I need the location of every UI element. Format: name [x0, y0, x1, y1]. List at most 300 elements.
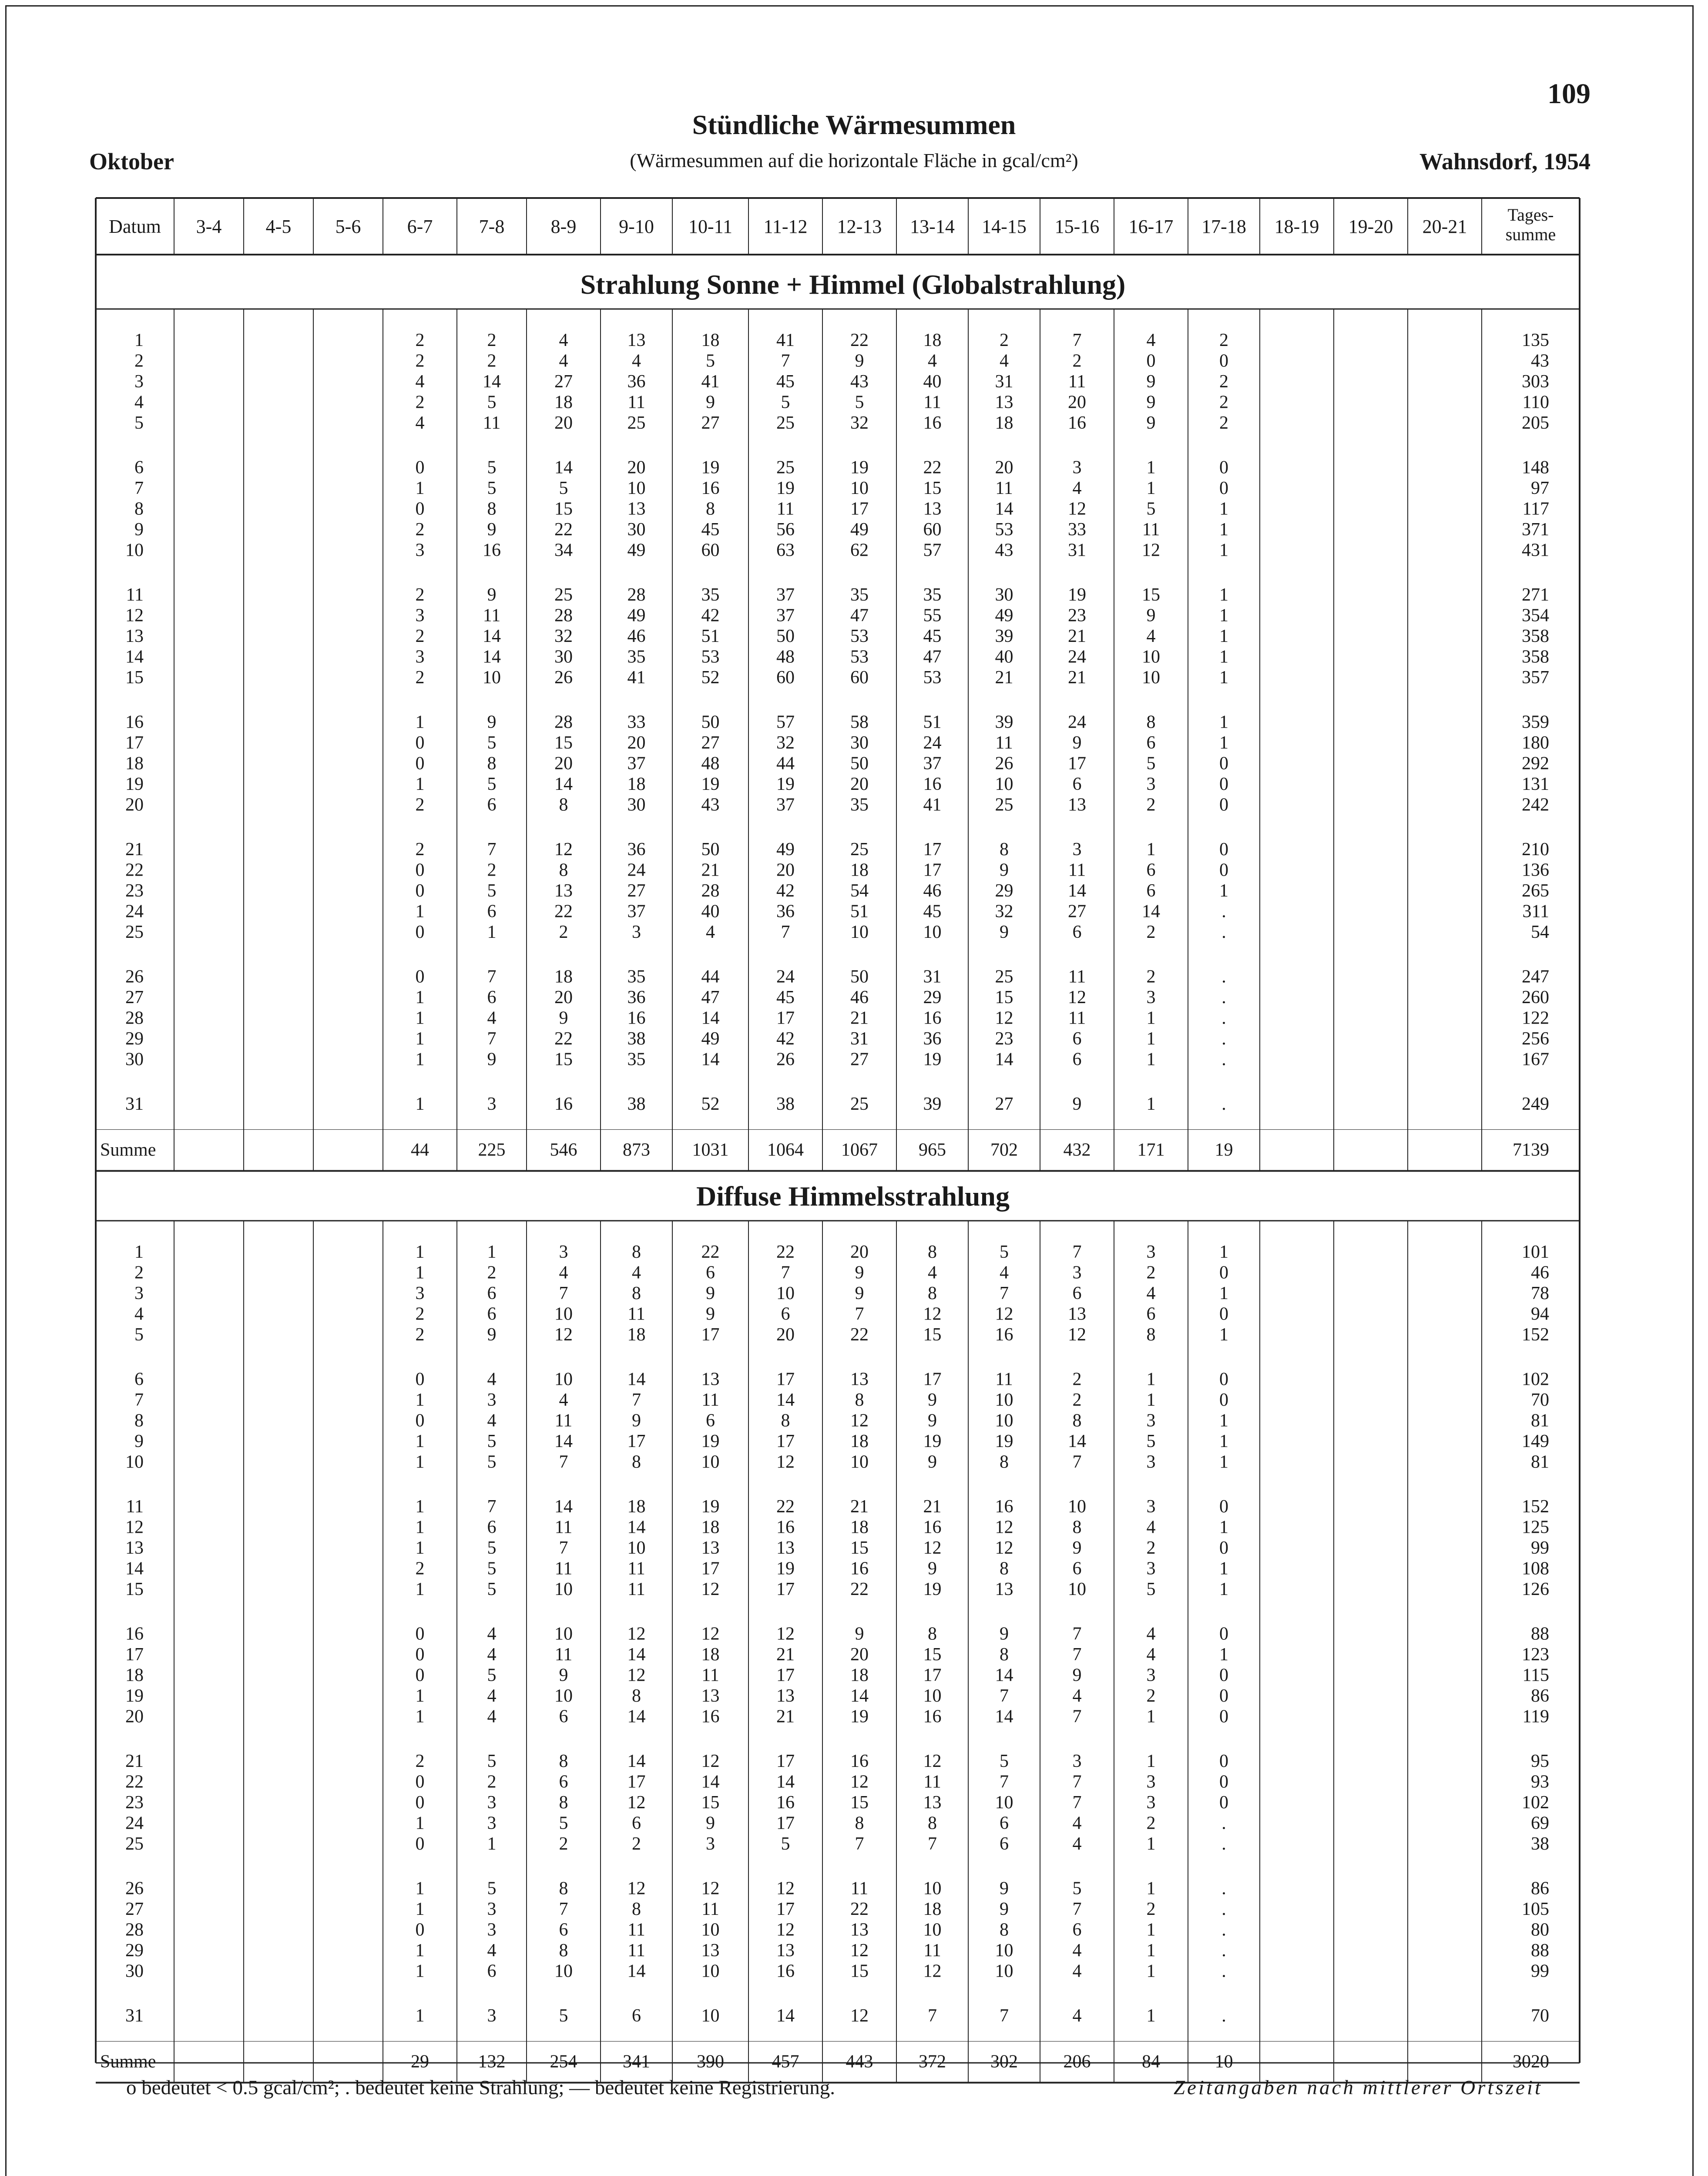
data-cell: 1 [487, 1834, 497, 1854]
data-cell: 5 [559, 478, 568, 498]
data-cell: 7 [855, 1834, 864, 1854]
data-cell: 32 [776, 733, 795, 753]
data-cell: 27 [701, 413, 720, 433]
data-cell: 3 [1146, 1793, 1156, 1813]
data-cell: 6 [1146, 881, 1156, 901]
data-cell: 14 [701, 1772, 720, 1792]
day-label: 9 [134, 1431, 144, 1451]
data-cell: 39 [995, 626, 1013, 646]
data-cell: 37 [627, 901, 646, 922]
data-cell: 3 [415, 605, 425, 626]
data-cell: 17 [923, 860, 942, 880]
data-cell: 21 [923, 1497, 942, 1517]
data-cell: 3 [487, 1390, 497, 1410]
data-cell: 48 [776, 647, 795, 667]
daily-total: 260 [1522, 987, 1549, 1007]
data-cell: 7 [632, 1390, 641, 1410]
day-label: 25 [125, 922, 144, 942]
data-cell: 12 [995, 1008, 1013, 1028]
data-cell: 13 [1068, 1304, 1086, 1324]
data-cell: 15 [923, 1325, 942, 1345]
data-cell: 23 [995, 1029, 1013, 1049]
data-cell: 42 [701, 605, 720, 626]
data-cell: 1 [415, 1813, 425, 1833]
data-cell: 4 [559, 351, 568, 371]
data-cell: 1 [1146, 1390, 1156, 1410]
data-cell: 20 [995, 457, 1013, 478]
day-label: 3 [134, 372, 144, 392]
sum-cell: 443 [846, 2052, 873, 2072]
month-label: Oktober [89, 148, 174, 175]
data-cell: 16 [1068, 413, 1086, 433]
data-cell: 19 [701, 457, 720, 478]
data-cell: 1 [1146, 840, 1156, 860]
column-header: summe [1505, 225, 1556, 244]
data-cell: 0 [415, 1369, 425, 1390]
data-cell: 41 [776, 330, 795, 350]
column-header: 19-20 [1348, 216, 1393, 237]
data-cell: 39 [923, 1094, 942, 1114]
data-cell: 29 [995, 881, 1013, 901]
data-cell: 4 [928, 1263, 937, 1283]
data-cell: 17 [776, 1431, 795, 1451]
data-cell: 5 [559, 1813, 568, 1833]
data-cell: 6 [1146, 860, 1156, 880]
data-cell: 16 [923, 1706, 942, 1727]
data-cell: 12 [627, 1665, 646, 1686]
data-cell: 9 [1146, 372, 1156, 392]
data-cell: 11 [627, 1579, 645, 1599]
data-cell: 38 [627, 1094, 646, 1114]
data-cell: 15 [554, 1049, 573, 1070]
data-cell: 2 [1146, 1538, 1156, 1558]
data-cell: 46 [627, 626, 646, 646]
data-cell: 20 [627, 457, 646, 478]
data-cell: 15 [1142, 585, 1160, 605]
data-cell: 10 [995, 1941, 1013, 1961]
data-cell: 1 [415, 1538, 425, 1558]
data-cell: 7 [559, 1899, 568, 1919]
data-cell: 55 [923, 605, 942, 626]
data-cell: 4 [632, 351, 641, 371]
data-cell: 1 [1146, 1008, 1156, 1028]
data-cell: 13 [850, 1920, 869, 1940]
data-cell: 5 [781, 1834, 790, 1854]
data-cell: 4 [487, 1624, 497, 1644]
data-cell: 26 [995, 753, 1013, 774]
data-cell: 17 [627, 1431, 646, 1451]
data-cell: 11 [1068, 967, 1086, 987]
data-cell: 9 [632, 1410, 641, 1431]
data-cell: 12 [923, 1961, 942, 1981]
data-cell: 14 [554, 1431, 573, 1451]
data-cell: 35 [627, 1049, 646, 1070]
data-cell: 1 [1219, 733, 1228, 753]
data-cell: 0 [1219, 1369, 1228, 1390]
data-cell: 8 [632, 1899, 641, 1919]
data-cell: 9 [487, 1049, 497, 1070]
data-cell: 16 [627, 1008, 646, 1028]
data-cell: 14 [995, 1706, 1013, 1727]
data-cell: 3 [1072, 457, 1082, 478]
data-cell: 15 [923, 1645, 942, 1665]
sum-cell: 873 [623, 1140, 650, 1160]
data-cell: 49 [627, 605, 646, 626]
data-cell: 1 [415, 1878, 425, 1899]
data-cell: 11 [1068, 1008, 1086, 1028]
data-cell: 4 [928, 351, 937, 371]
data-cell: . [1221, 1834, 1226, 1854]
data-cell: 6 [706, 1263, 715, 1283]
data-cell: 21 [850, 1497, 869, 1517]
data-cell: 5 [487, 1878, 497, 1899]
column-header: Datum [109, 216, 161, 237]
data-cell: 21 [776, 1645, 795, 1665]
daily-total: 81 [1531, 1452, 1549, 1472]
data-cell: 19 [776, 478, 795, 498]
data-cell: 7 [781, 922, 790, 942]
daily-total: 97 [1531, 478, 1549, 498]
data-cell: 6 [632, 2006, 641, 2026]
daily-total: 180 [1522, 733, 1549, 753]
data-cell: 5 [487, 733, 497, 753]
data-cell: 13 [776, 1538, 795, 1558]
data-cell: 58 [850, 712, 869, 732]
data-cell: 1 [1219, 712, 1228, 732]
data-cell: 8 [559, 1751, 568, 1771]
data-cell: 17 [776, 1813, 795, 1833]
data-cell: 12 [923, 1304, 942, 1324]
data-cell: 18 [554, 392, 573, 413]
data-cell: 35 [627, 967, 646, 987]
day-label: 18 [125, 1665, 144, 1686]
data-cell: 7 [781, 1263, 790, 1283]
data-cell: 54 [850, 881, 869, 901]
data-cell: 4 [415, 372, 425, 392]
data-cell: 2 [415, 392, 425, 413]
data-cell: 14 [1068, 881, 1086, 901]
data-cell: 8 [1146, 1325, 1156, 1345]
daily-total: 358 [1522, 626, 1549, 646]
daily-total: 249 [1522, 1094, 1549, 1114]
data-cell: 28 [701, 881, 720, 901]
daily-total: 46 [1531, 1263, 1549, 1283]
data-cell: 10 [995, 1390, 1013, 1410]
day-label: 23 [125, 881, 144, 901]
data-cell: 4 [1146, 1645, 1156, 1665]
data-cell: 18 [701, 1645, 720, 1665]
data-cell: 11 [850, 1878, 869, 1899]
daily-total: 125 [1522, 1517, 1549, 1538]
sum-cell: 206 [1063, 2052, 1091, 2072]
data-cell: 12 [850, 2006, 869, 2026]
data-cell: 34 [554, 540, 573, 561]
day-label: 14 [125, 647, 144, 667]
data-cell: 19 [923, 1431, 942, 1451]
data-cell: 60 [850, 668, 869, 688]
data-cell: 9 [1072, 733, 1082, 753]
data-cell: 18 [850, 1431, 869, 1451]
data-cell: 5 [487, 478, 497, 498]
data-cell: 1 [415, 901, 425, 922]
data-cell: 8 [487, 753, 497, 774]
data-cell: 21 [995, 668, 1013, 688]
sum-cell: 341 [623, 2052, 650, 2072]
data-cell: 20 [554, 987, 573, 1007]
daily-total: 148 [1522, 457, 1549, 478]
data-cell: 6 [1000, 1834, 1009, 1854]
data-cell: 4 [487, 1369, 497, 1390]
data-cell: 39 [995, 712, 1013, 732]
sum-cell: 546 [550, 1140, 577, 1160]
sum-total: 3020 [1513, 2052, 1549, 2072]
data-cell: 9 [706, 392, 715, 413]
data-cell: 4 [487, 1686, 497, 1706]
data-cell: 15 [850, 1961, 869, 1981]
data-cell: 9 [1000, 1899, 1009, 1919]
data-cell: 27 [850, 1049, 869, 1070]
data-cell: 10 [1142, 647, 1160, 667]
data-cell: . [1221, 1029, 1226, 1049]
data-cell: 2 [415, 351, 425, 371]
data-cell: 25 [627, 413, 646, 433]
daily-total: 357 [1522, 668, 1549, 688]
data-cell: 9 [706, 1304, 715, 1324]
data-cell: 35 [850, 795, 869, 815]
data-cell: 5 [1000, 1242, 1009, 1262]
data-cell: 25 [995, 967, 1013, 987]
data-cell: 1 [415, 1941, 425, 1961]
data-cell: 19 [701, 774, 720, 794]
data-cell: 0 [1219, 1263, 1228, 1283]
data-cell: 20 [1068, 392, 1086, 413]
data-cell: 13 [1068, 795, 1086, 815]
data-cell: 31 [1068, 540, 1086, 561]
section-title: Diffuse Himmelsstrahlung [696, 1181, 1010, 1212]
data-cell: 27 [995, 1094, 1013, 1114]
data-cell: 12 [923, 1751, 942, 1771]
data-cell: 9 [1146, 413, 1156, 433]
data-cell: 12 [850, 1941, 869, 1961]
data-cell: 0 [415, 1793, 425, 1813]
data-cell: 9 [855, 1263, 864, 1283]
data-cell: 11 [701, 1665, 719, 1686]
day-label: 24 [125, 901, 144, 922]
data-cell: 36 [627, 987, 646, 1007]
data-cell: 43 [850, 372, 869, 392]
column-header: 15-16 [1054, 216, 1100, 237]
data-cell: 31 [850, 1029, 869, 1049]
data-cell: 4 [1072, 478, 1082, 498]
data-cell: 47 [850, 605, 869, 626]
data-cell: 45 [923, 901, 942, 922]
data-cell: 5 [1000, 1751, 1009, 1771]
data-cell: 16 [776, 1517, 795, 1538]
sum-cell: 19 [1215, 1140, 1233, 1160]
data-cell: 2 [1072, 1390, 1082, 1410]
data-cell: 1 [1219, 1579, 1228, 1599]
data-cell: 11 [923, 392, 941, 413]
data-cell: 7 [487, 967, 497, 987]
data-cell: 13 [776, 1686, 795, 1706]
data-cell: 3 [1146, 1665, 1156, 1686]
data-cell: 4 [1072, 1834, 1082, 1854]
data-cell: 4 [487, 1410, 497, 1431]
daily-total: 135 [1522, 330, 1549, 350]
data-cell: 9 [1000, 860, 1009, 880]
daily-total: 152 [1522, 1325, 1549, 1345]
data-cell: 1 [1219, 1242, 1228, 1262]
data-cell: 3 [632, 922, 641, 942]
data-cell: 25 [554, 585, 573, 605]
data-cell: 9 [1146, 392, 1156, 413]
data-cell: 9 [487, 712, 497, 732]
day-label: 26 [125, 967, 144, 987]
data-cell: 3 [1072, 840, 1082, 860]
data-cell: 1 [415, 1961, 425, 1981]
data-cell: 4 [1072, 1686, 1082, 1706]
data-cell: 32 [995, 901, 1013, 922]
data-cell: 12 [701, 1751, 720, 1771]
day-label: 19 [125, 774, 144, 794]
data-cell: 0 [1219, 840, 1228, 860]
data-cell: 2 [487, 330, 497, 350]
data-cell: 8 [1000, 1452, 1009, 1472]
data-cell: 7 [1000, 1686, 1009, 1706]
day-label: 9 [134, 520, 144, 540]
data-cell: 0 [415, 1772, 425, 1792]
data-cell: 5 [487, 1452, 497, 1472]
data-cell: 1 [415, 1094, 425, 1114]
data-cell: 40 [923, 372, 942, 392]
data-cell: 45 [923, 626, 942, 646]
data-cell: 0 [415, 967, 425, 987]
data-cell: 18 [627, 774, 646, 794]
data-cell: 6 [781, 1304, 790, 1324]
data-cell: 0 [1219, 1772, 1228, 1792]
data-cell: 2 [559, 1834, 568, 1854]
data-cell: 3 [415, 540, 425, 561]
day-label: 17 [125, 1645, 144, 1665]
data-cell: 13 [701, 1686, 720, 1706]
data-cell: 16 [554, 1094, 573, 1114]
day-label: 21 [125, 840, 144, 860]
day-label: 1 [134, 1242, 144, 1262]
data-cell: 13 [995, 1579, 1013, 1599]
data-cell: 6 [1000, 1813, 1009, 1833]
data-cell: 1 [415, 1899, 425, 1919]
daily-total: 70 [1531, 1390, 1549, 1410]
daily-total: 105 [1522, 1899, 1549, 1919]
data-cell: 53 [850, 647, 869, 667]
data-cell: 1 [1219, 1645, 1228, 1665]
data-cell: 14 [776, 1390, 795, 1410]
data-cell: 8 [1072, 1410, 1082, 1431]
data-cell: 5 [487, 774, 497, 794]
sum-cell: 171 [1137, 1140, 1165, 1160]
data-cell: 1 [1146, 478, 1156, 498]
data-cell: 25 [850, 1094, 869, 1114]
daily-total: 88 [1531, 1624, 1549, 1644]
data-cell: 49 [850, 520, 869, 540]
data-cell: 8 [928, 1283, 937, 1303]
data-cell: 10 [701, 1920, 720, 1940]
data-cell: 9 [559, 1008, 568, 1028]
data-cell: 16 [923, 1517, 942, 1538]
data-cell: 2 [1000, 330, 1009, 350]
data-cell: 0 [415, 1645, 425, 1665]
column-header: 11-12 [763, 216, 808, 237]
data-cell: 8 [559, 1878, 568, 1899]
data-cell: 15 [995, 987, 1013, 1007]
data-cell: 0 [1219, 457, 1228, 478]
data-cell: 5 [487, 1558, 497, 1579]
data-cell: 14 [776, 2006, 795, 2026]
data-cell: 18 [850, 1517, 869, 1538]
data-cell: 5 [1146, 1579, 1156, 1599]
data-cell: 6 [487, 1304, 497, 1324]
data-cell: . [1221, 2006, 1226, 2026]
data-cell: 25 [850, 840, 869, 860]
data-cell: 1 [1219, 499, 1228, 519]
data-cell: 9 [487, 1325, 497, 1345]
data-cell: 2 [415, 1325, 425, 1345]
day-label: 10 [125, 1452, 144, 1472]
data-cell: 1 [415, 2006, 425, 2026]
data-cell: 12 [776, 1452, 795, 1472]
data-cell: 24 [923, 733, 942, 753]
data-cell: 6 [1072, 1283, 1082, 1303]
data-cell: 3 [487, 1899, 497, 1919]
data-cell: 7 [559, 1452, 568, 1472]
day-label: 11 [126, 585, 144, 605]
data-cell: 20 [554, 753, 573, 774]
day-label: 28 [125, 1920, 144, 1940]
data-cell: 53 [850, 626, 869, 646]
data-cell: 2 [415, 1558, 425, 1579]
sum-cell: 44 [411, 1140, 429, 1160]
data-cell: 7 [559, 1538, 568, 1558]
data-cell: 22 [850, 1579, 869, 1599]
data-cell: 2 [1219, 330, 1228, 350]
data-cell: 2 [415, 668, 425, 688]
sum-row-label: Summe [100, 2052, 156, 2072]
day-label: 19 [125, 1686, 144, 1706]
data-cell: 13 [701, 1369, 720, 1390]
data-cell: 5 [1146, 753, 1156, 774]
data-cell: 8 [1000, 1920, 1009, 1940]
data-cell: 12 [627, 1878, 646, 1899]
data-cell: 21 [1068, 668, 1086, 688]
data-cell: 9 [706, 1813, 715, 1833]
data-cell: 11 [995, 478, 1013, 498]
data-cell: 2 [1072, 1369, 1082, 1390]
data-cell: 7 [1072, 330, 1082, 350]
data-cell: 10 [923, 1878, 942, 1899]
data-cell: 0 [1219, 478, 1228, 498]
data-cell: 20 [850, 774, 869, 794]
data-cell: 6 [1072, 774, 1082, 794]
data-cell: 12 [627, 1793, 646, 1813]
data-cell: 0 [1219, 1304, 1228, 1324]
data-cell: 7 [1072, 1242, 1082, 1262]
data-cell: 27 [1068, 901, 1086, 922]
data-cell: 6 [487, 987, 497, 1007]
sum-cell: 302 [990, 2052, 1018, 2072]
data-cell: 7 [855, 1304, 864, 1324]
data-cell: 13 [701, 1538, 720, 1558]
daily-total: 88 [1531, 1941, 1549, 1961]
